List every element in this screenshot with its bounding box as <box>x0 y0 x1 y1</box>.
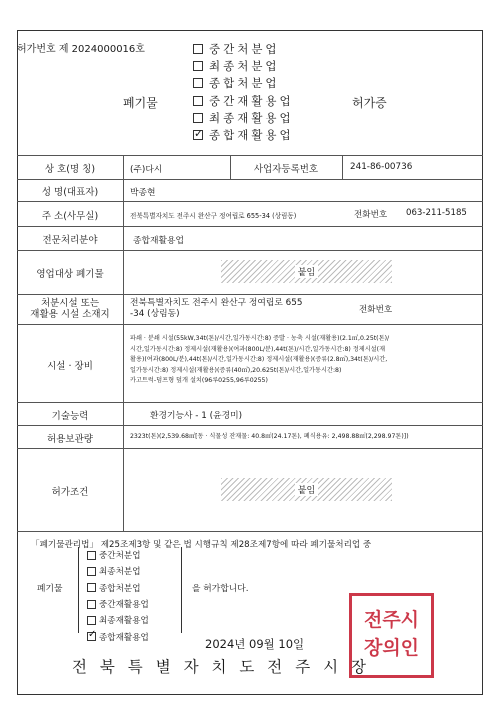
footer-type-item: 종합처분업 <box>87 580 149 596</box>
issuer-name: 전 북 특 별 자 치 도 전 주 시 장 <box>72 658 370 676</box>
divider <box>17 402 483 403</box>
equip-line: 파쇄 · 분쇄 시설(55kW,34t(톤)/시간,일가동시간:8) 증발 · 농축 시설(재활용)(2.1㎥,0.25t(톤)/ <box>130 335 390 342</box>
divider <box>17 294 483 295</box>
checkbox-checked <box>193 130 203 140</box>
bracket-right <box>181 547 182 633</box>
company-label: 상 호(명 칭) <box>44 164 96 175</box>
official-seal: 전주시 장의인 <box>349 593 434 678</box>
equip-line: 시간,일가동시간:8) 정제시설(재활용)(여과(800L/분),44t(톤)/시간,일가동시간:8) 정제시설(재 <box>130 345 386 353</box>
conditions-label: 허가조건 <box>51 487 89 498</box>
checkbox <box>87 616 96 625</box>
checkbox <box>193 113 203 123</box>
column-divider <box>123 155 124 531</box>
specialty-label: 전문처리분야 <box>42 235 98 246</box>
company-value: (주)다시 <box>130 165 163 175</box>
divider <box>17 226 483 227</box>
equip-line: 일가동시간:8) 정제시설(재활용)(증류(40㎥),20.625t(톤)/시간,일가동시간:8) <box>130 366 342 374</box>
business-type-item: ✓ 종합재활용업 <box>193 126 294 143</box>
permit-number: 허가번호 제 2024000016호 <box>17 44 145 55</box>
bracket-left <box>78 547 79 633</box>
phone-label: 전화번호 <box>354 210 388 220</box>
addr-label: 주 소(사무실) <box>41 211 99 222</box>
specialty-value: 종합재활용업 <box>133 236 184 246</box>
title-waste: 폐기물 <box>123 96 158 110</box>
footer-type-item: 중간처분업 <box>87 547 149 563</box>
statement-line-1: 「폐기물관리법」 제25조제3항 및 같은 법 시행규칙 제28조제7항에 따라 폐기물처리업 중 <box>31 540 372 550</box>
footer-type-item: 중간재활용업 <box>87 596 149 612</box>
bizno-value: 241-86-00736 <box>350 162 413 172</box>
checkbox-checked <box>87 632 96 641</box>
tech-label: 기술능력 <box>51 411 89 422</box>
divider <box>17 448 483 449</box>
equip-list <box>130 334 389 387</box>
column-divider <box>342 155 343 179</box>
facility-loc-label: 처분시설 또는 재활용 시설 소재지 <box>30 298 110 320</box>
footer-type-item: ✓ 종합재활용업 <box>87 628 149 644</box>
tech-value: 환경기능사 - 1 (윤경미) <box>150 411 243 421</box>
equip-line: 카고트럭-덤프형 덮개 설치(96루0255,96루0255) <box>130 377 268 385</box>
business-type-item: 최종재활용업 <box>193 109 294 126</box>
divider <box>17 250 483 251</box>
divider <box>17 179 483 180</box>
checkbox <box>193 78 203 88</box>
rep-label: 성 명(대표자) <box>41 187 99 198</box>
conditions-attached-stamp: 붙임 <box>221 478 392 501</box>
issue-date: 2024년 09월 10일 <box>205 637 305 651</box>
business-type-item: 중간재활용업 <box>193 92 294 109</box>
equip-line: 활용)(여과(800L/분),44t(톤)/시간,일가동시간:8) 정제시설(재활용)(증류(2.8㎥),34t(톤)/시간, <box>130 356 388 364</box>
checkbox <box>193 96 203 106</box>
addr-value: 전북특별자치도 전주시 완산구 정여립로 655-34 (상림동) <box>130 212 297 220</box>
business-type-item: 최종처분업 <box>193 57 294 74</box>
divider <box>17 531 483 532</box>
statement-line-2: 을 허가합니다. <box>192 584 249 594</box>
checkbox <box>87 551 96 560</box>
divider <box>17 324 483 325</box>
checkbox <box>87 600 96 609</box>
business-type-item: 중간처분업 <box>193 40 294 57</box>
divider <box>17 425 483 426</box>
equip-label: 시설 · 장비 <box>47 361 93 372</box>
rep-value: 박종현 <box>130 188 156 198</box>
checkbox <box>193 61 203 71</box>
checkbox <box>87 567 96 576</box>
footer-waste-label: 폐기물 <box>37 584 63 594</box>
phone-value: 063-211-5185 <box>406 208 467 218</box>
title-permit: 허가증 <box>352 96 387 110</box>
checkbox <box>193 44 203 54</box>
divider <box>17 201 483 202</box>
storage-value: 2323t(톤)(2,539.68㎡[동 · 식물성 잔재물: 40.8㎡(24.17톤), 폐식용유: 2,498.88㎡(2,298.97톤)]) <box>130 433 409 440</box>
footer-type-item: 최종재활용업 <box>87 612 149 628</box>
business-type-item: 종합처분업 <box>193 75 294 92</box>
footer-type-item: 최종처분업 <box>87 563 149 579</box>
storage-label: 허용보관량 <box>47 434 93 445</box>
attached-stamp: 붙임 <box>221 260 392 283</box>
facility-loc-value: 전북특별자치도 전주시 완산구 정여립로 655 -34 (상림동) <box>130 298 303 319</box>
footer-type-list <box>87 547 149 645</box>
facility-phone-label: 전화번호 <box>359 305 393 315</box>
bizno-label: 사업자등록번호 <box>253 164 319 175</box>
waste-label: 영업대상 폐기물 <box>36 269 104 280</box>
divider <box>17 155 483 156</box>
business-type-list <box>193 40 294 144</box>
checkbox <box>87 583 96 592</box>
